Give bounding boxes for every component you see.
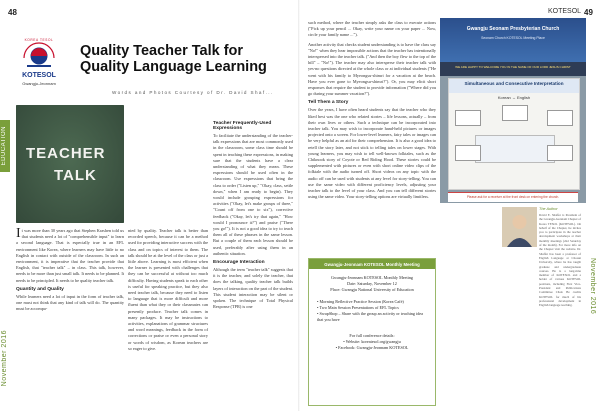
col2-paragraph: nied by quality. Teacher talk is better than recorded speech, because it can be a method used for providing interactive success with the class and on topics of interest to them. The talk should be at the level of the class or just a little above. Learning is most efficient when the learner is presented with challenges that they can be successful at without too much difficulty. Having students speak to each other is useful for speaking practice, but they also need teacher talk, because they need to listen to language that is more difficult and more fluent than what they or their classmates can presently produce. Teacher talk comes in many packages. It may be instructions to activities, explanations of grammar structures and word meanings, feedback in the form of corrections or praise or even a personal story or words of wisdom, as Korean teachers are so eager to give. [128,228,208,351]
page-number-right: 49 [584,8,593,17]
education-tab [0,120,10,172]
bullet-1: • Morning Reflective Practice Session (Korea Café) [317,299,404,304]
diagram-box-1 [455,110,481,126]
photo-caption: Please ask for a receiver at the front desk on entering the church. [466,195,560,199]
website-link[interactable]: Website: koreatesol.org/gwangju [345,339,401,344]
heading-encourage-interaction: Encourage Interaction [213,260,265,266]
facebook-link[interactable]: Facebook: Gwangju-Jeonnam KOTESOL [338,345,409,350]
left-col-3 [213,118,293,310]
more-facebook[interactable]: • Facebook: Gwangju-Jeonnam KOTESOL [335,345,409,350]
info-line-1: Gwangju-Jeonnam KOTESOL Monthly Meeting [330,275,414,280]
teacher-talk-chalkboard-image [16,105,124,223]
bullet-1-text: Morning Reflective Practice Session (Korea Café) [319,299,404,304]
title-line-2: Quality Language Learning [80,59,267,75]
sign-title: Simultaneous and Consecutive Interpretation [464,81,564,86]
bullet-2: • Two Main Session Presentations of EFL Topics [317,305,399,310]
heading-frequently-used: Teacher Frequently-Used Expressions [213,121,272,131]
drop-cap: I [16,226,21,241]
church-banner-title: Gwangju Seonam Presbyterian Church [466,26,560,32]
church-banner-sub: Seonam Church KOTESOL Meeting Place [481,36,545,40]
author-bio: David E. Shaffer is President of the Gwangju-Jeonnam Chapter of Korea TESOL (KOTESOL). On behalf of the Chapter, he invites you to participate in the teacher development workshops at their monthly meetings (2nd Saturday of the month). For more info on the Chapter visit the website. Dr. Shaffer has been a professor of English Language at Chosun University, where he has taught graduate and undergraduate courses. He is a long-time member of KOTESOL and a holder of various KOTESOL positions, including First Vice-President and Publications Committee Chair. He credits KOTESOL for much of his professional development in English language teaching. [539,213,581,308]
kotesol-logo [18,36,60,88]
side-date-left: November 2016 [1,330,8,387]
diagram-box-5 [547,145,573,161]
byline: Words and Photos Courtesy of Dr. David Shaf... [112,90,274,95]
right-page [300,0,600,411]
diagram-box-2 [502,105,528,121]
author-label: The Author [539,207,558,211]
bullet-3-text: SwapShop – Share with the group an activity or teaching idea that you have [317,311,424,322]
title-line-1: Quality Teacher Talk for [80,43,244,59]
interaction-paragraph: Although the term "teacher talk" suggests that it is the teacher, and solely the teacher, that does the talking, quality teacher talk builds layers of interaction on the part of the student. This student interaction may be silent or spoken. The technique of Total Physical Response (TPR) is one [213,267,293,310]
church-photo [440,18,586,203]
left-col-2 [128,228,208,352]
tpr-paragraph: such method, where the teacher simply asks the class to execute actions ("Pick up your pencil ... Okay, write your name on your paper ... Now, circle your family name ..."). [308,20,436,38]
diagram-box-4 [455,145,481,161]
heading-tell-story: Tell Them a Story [308,100,349,106]
article-title [80,43,295,75]
logo-chapter: Gwangju-Jeonnam [22,81,56,86]
info-box-title: Gwangju-Jeonnam KOTESOL Monthly Meeting [324,261,420,267]
bullet-3: • SwapShop – Share with the group an activity or teaching idea that you have [317,311,424,322]
author-photo [502,207,537,247]
right-col-1 [308,20,436,200]
info-line-2: Date: Saturday, November 12 [347,281,397,286]
side-date-right: November 2016 [589,258,596,315]
more-title: For full conference details: [349,333,395,338]
left-col-1 [16,228,124,312]
bullet-2-text: Two Main Session Presentations of EFL Topics [319,305,399,310]
page-number-left: 48 [8,8,17,17]
sign-sub: Korean ↔ English [497,95,531,100]
info-box-more [315,333,429,351]
story-paragraph: Over the years, I have often heard students say that the teacher who they liked best was the one who related stories – life lessons, actually – from their own lives or others. Such a technique can be incorporated into teacher talk. You may wish to incorporate hand-held pictures or images projected onto a screen. For lower-level learners, fairy tales or images can be very helpful as an aid for their comprehension. It is also a good idea to retell the story later, and not stick to telling tales on lower stages. With young learners, you may wish to tell well-known folktales, such as the Chiknook story of Coyote or Red Riding Hood. These stories could be supplemented with pictures or even with short online video clips of the folktale with the audio turned off. Short videos on any topic with the audio off can be used with students at any level for story-telling. You can use the same video with different proficiency levels, adjusting your teacher talk to the level of your class. And you can tell different stories using the same video. Your story-telling options are virtually limitless. [308,107,436,200]
sign-diagram [455,105,573,175]
frequently-used-paragraph: To facilitate the understanding of the teacher-talk expressions that are most commonly used in the classroom, some class time should be spent in teaching these expressions, in making sure that the students have a clear understanding of what they mean. These expressions should be used often in the classroom. Use expressions that bring the class to order ("Listen up," "Okay, class, settle down," when I am ready to begin). They would include grouping expressions for activities ("Okay, let's make groups of three," "Count off from one to six"), corrective feedback ("Okay, let's try that again," "How would I pronounce it?") and praise ("There you go!"). It is not a good idea to try to teach them all of these phrases in the same lesson. But a couple of them each lesson should be used, preferably after using them in an authentic situation. [213,133,293,256]
education-tab-label: EDUCATION [1,126,7,166]
logo-name: KOTESOL [22,72,56,79]
diagram-center [475,135,555,163]
more-website[interactable]: • Website: koreatesol.org/gwangju [343,339,401,344]
church-banner [440,18,586,62]
diagram-box-3 [547,110,573,126]
info-line-3: Place: Gwangju National University of Education [330,287,414,292]
heading-quantity-quality: Quantity and Quality [16,286,64,292]
running-header: KOTESOL [548,8,582,15]
welcome-text: WE ARE HAPPY TO WELCOME YOU IN THE NAME OF OUR LORD JESUS CHRIST [455,65,571,69]
quantity-paragraph: While learners need a lot of input in the form of teacher talk, one must not think that any kind of talk will do. The quantity must be accompa- [16,293,124,312]
meeting-info-box [308,258,436,406]
info-box-details [315,275,429,293]
chalk-word-teacher: TEACHER [26,145,106,162]
interpretation-sign [448,78,580,190]
no-activity-paragraph: Another activity that checks student understanding is to have the class say "No!" when they hear impossible actions that the teacher has intentionally interspersed into the teacher talk. ("And then the boy flew to the top of the hill" – "No!"). The teacher may also intersperse their teacher talk with yes-no questions directed at the whole class or at individual students ("He went with his family to Myeongsu-shimri for a vacation at the beach. Have you ever gone to Myeongsu-shimri?"). Or, you may elicit short responses that require the student to provide information ("Where did you go during your summer vacation?"). [308,41,436,97]
chalkboard-surface [16,105,124,223]
intro-text: t was more than 30 years ago that Stephen Krashen told us that students need a lot of "comprehensible input" to learn a second language. That is especially true in an EFL environment like Korea, where learners may have little to no English in contact with outside of the classroom. In such an environment, it is imperative that the teacher provide that English, that "teacher talk" – in class. This talk, however, needs to be more than just small talk. It needs to be planned. It needs to be principled. It needs to be quality teacher talk. [16,228,124,283]
author-block [440,207,586,308]
author-portrait-icon [502,207,537,247]
logo-top-text: KOREA TESOL [24,38,54,42]
intro-paragraph [16,228,124,284]
info-box-bullets [317,299,429,323]
chalk-word-talk: TALK [54,167,97,184]
welcome-strip [440,62,586,76]
caption-strip [448,192,578,202]
